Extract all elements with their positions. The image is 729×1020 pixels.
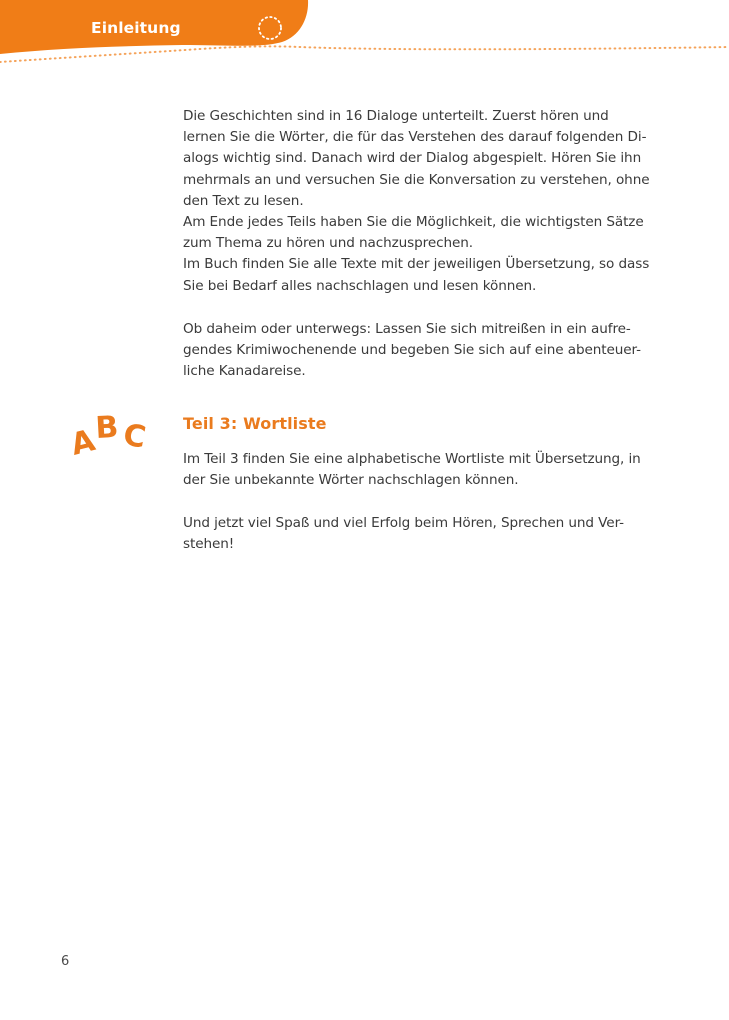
text-line: liche Kanadareise.: [183, 363, 306, 380]
text-line: lernen Sie die Wörter, die für das Verstehen des darauf folgenden Di-: [183, 129, 647, 146]
abc-icon: [60, 405, 160, 465]
header-dotted-line: [0, 46, 729, 62]
page-number: 6: [61, 954, 70, 969]
text-line: der Sie unbekannte Wörter nachschlagen können.: [183, 472, 519, 489]
farewell-paragraph: [183, 513, 643, 555]
intro-paragraph: [183, 106, 650, 297]
text-line: stehen!: [183, 536, 235, 553]
abc-letter-a: A: [67, 423, 99, 463]
text-line: Am Ende jedes Teils haben Sie die Möglichkeit, die wichtigsten Sätze: [183, 214, 644, 231]
text-line: zum Thema zu hören und nachzusprechen.: [183, 235, 474, 252]
text-line: Ob daheim oder unterwegs: Lassen Sie sich mitreißen in ein aufre-: [183, 321, 631, 337]
section-heading: Teil 3: Wortliste: [183, 414, 327, 433]
text-line: mehrmals an und versuchen Sie die Konversation zu verstehen, ohne: [183, 171, 650, 188]
text-line: Sie bei Bedarf alles nachschlagen und lesen können.: [183, 277, 537, 294]
header-band: [0, 0, 729, 80]
closing-paragraph: [183, 319, 643, 383]
chapter-title: Einleitung: [91, 19, 181, 37]
text-line: alogs wichtig sind. Danach wird der Dialog abgespielt. Hören Sie ihn: [183, 150, 642, 167]
text-line: gendes Krimiwochenende und begeben Sie sich auf eine abenteuer-: [183, 342, 641, 359]
text-line: Und jetzt viel Spaß und viel Erfolg beim Hören, Sprechen und Ver-: [183, 515, 624, 531]
text-line: Im Buch finden Sie alle Texte mit der jeweiligen Übersetzung, so dass: [183, 256, 650, 273]
abc-letter-b: B: [94, 409, 120, 446]
text-line: den Text zu lesen.: [183, 192, 304, 209]
abc-letter-c: C: [120, 417, 149, 456]
text-line: Die Geschichten sind in 16 Dialoge unterteilt. Zuerst hören und: [183, 108, 609, 124]
section-paragraph: [183, 449, 643, 491]
text-line: Im Teil 3 finden Sie eine alphabetische Wortliste mit Übersetzung, in: [183, 451, 641, 467]
